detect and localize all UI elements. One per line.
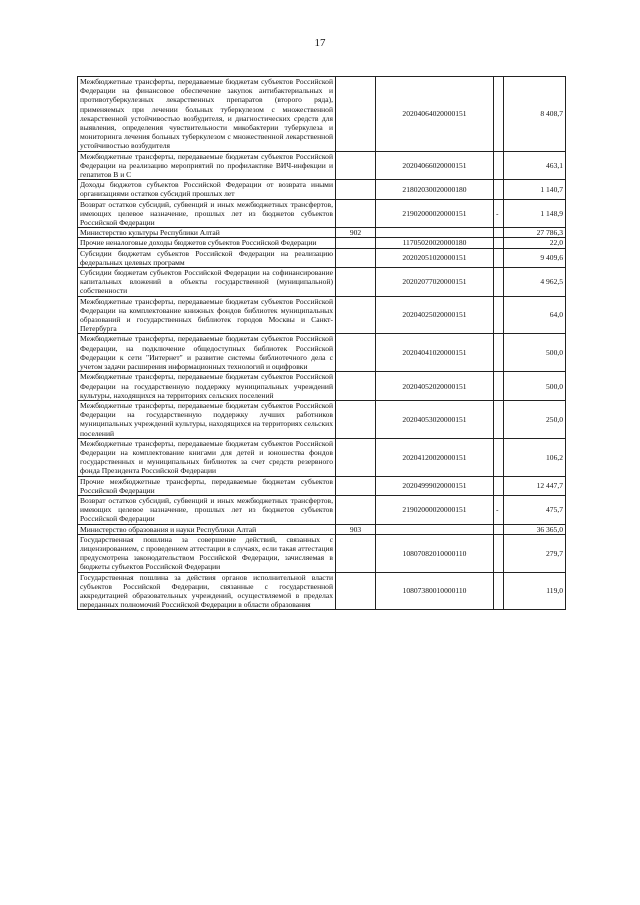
- row-amount-cell: 9 409,6: [504, 248, 566, 267]
- row-name-cell: Межбюджетные трансферты, передаваемые бюджетам субъектов Российской Федерации на финансовое обеспечение закупок антибактериальных и противотуберкулезных лекарственных препаратов (второго ряда), применяемых при лечении больных туберкулезом с множественной лекарственной устойчивостью возбудителя, и диагностических средств для выявления, определения чувствительности микобактерии туберкулеза и мониторинга лечения больных туберкулезом с множественной лекарственной устойчивостью возбудителя: [78, 77, 336, 152]
- row-admin-code-cell: [336, 572, 376, 610]
- table-row: [78, 248, 566, 267]
- row-admin-code-cell: [336, 268, 376, 297]
- row-amount-cell: 500,0: [504, 372, 566, 401]
- row-sign-cell: [494, 151, 504, 180]
- row-name-cell: Министерство образования и науки Республики Алтай: [78, 524, 336, 534]
- row-amount-cell: 27 786,3: [504, 228, 566, 238]
- row-admin-code-cell: [336, 151, 376, 180]
- row-budget-code-cell: 20204052020000151: [376, 372, 494, 401]
- table-row: [78, 334, 566, 372]
- row-admin-code-cell: [336, 438, 376, 476]
- row-budget-code-cell: 20204053020000151: [376, 400, 494, 438]
- row-amount-cell: 64,0: [504, 296, 566, 334]
- row-name-cell: Государственная пошлина за совершение действий, связанных с лицензированием, с проведением аттестации в случаях, если такая аттестация предусмотрена законодательством Российской Федерации, зачисляемая в бюджеты субъектов Российской Федерации: [78, 534, 336, 572]
- row-amount-cell: 36 365,0: [504, 524, 566, 534]
- row-name-cell: Межбюджетные трансферты, передаваемые бюджетам субъектов Российской Федерации на реализацию мероприятий по профилактике ВИЧ-инфекции и гепатитов В и С: [78, 151, 336, 180]
- row-sign-cell: -: [494, 495, 504, 524]
- row-sign-cell: -: [494, 199, 504, 228]
- table-row: [78, 534, 566, 572]
- row-admin-code-cell: 903: [336, 524, 376, 534]
- row-amount-cell: 1 140,7: [504, 180, 566, 199]
- row-admin-code-cell: [336, 400, 376, 438]
- row-sign-cell: [494, 268, 504, 297]
- row-admin-code-cell: [336, 495, 376, 524]
- row-sign-cell: [494, 400, 504, 438]
- table-row: [78, 572, 566, 610]
- ministry-header-row: [78, 228, 566, 238]
- row-amount-cell: 500,0: [504, 334, 566, 372]
- table-row: [78, 268, 566, 297]
- row-admin-code-cell: [336, 476, 376, 495]
- ministry-header-row: [78, 524, 566, 534]
- row-amount-cell: 119,0: [504, 572, 566, 610]
- row-name-cell: Доходы бюджетов субъектов Российской Федерации от возврата иными организациями остатков субсидий прошлых лет: [78, 180, 336, 199]
- revenue-table: [77, 76, 566, 610]
- row-budget-code-cell: 10807380010000110: [376, 572, 494, 610]
- row-amount-cell: 8 408,7: [504, 77, 566, 152]
- table-row: [78, 372, 566, 401]
- row-budget-code-cell: 21902000020000151: [376, 199, 494, 228]
- revenue-table-body: [78, 77, 566, 610]
- table-row: [78, 180, 566, 199]
- row-name-cell: Межбюджетные трансферты, передаваемые бюджетам субъектов Российской Федерации, на подключение общедоступных библиотек Российской Федерации к сети "Интернет" и развитие системы библиотечного дела с учетом задачи расширения информационных технологий и оцифровки: [78, 334, 336, 372]
- row-admin-code-cell: [336, 372, 376, 401]
- table-row: [78, 238, 566, 248]
- row-admin-code-cell: [336, 534, 376, 572]
- row-sign-cell: [494, 238, 504, 248]
- row-sign-cell: [494, 77, 504, 152]
- row-budget-code-cell: [376, 228, 494, 238]
- row-name-cell: Субсидии бюджетам субъектов Российской Федерации на реализацию федеральных целевых программ: [78, 248, 336, 267]
- row-amount-cell: 22,0: [504, 238, 566, 248]
- table-row: [78, 77, 566, 152]
- row-sign-cell: [494, 228, 504, 238]
- row-admin-code-cell: [336, 238, 376, 248]
- row-name-cell: Государственная пошлина за действия органов исполнительной власти субъектов Российской Федерации, связанные с государственной аккредитацией образовательных учреждений, осуществляемой в пределах переданных полномочий Российской Федерации в области образования: [78, 572, 336, 610]
- table-row: [78, 296, 566, 334]
- row-amount-cell: 4 962,5: [504, 268, 566, 297]
- row-sign-cell: [494, 372, 504, 401]
- row-amount-cell: 463,1: [504, 151, 566, 180]
- row-name-cell: Межбюджетные трансферты, передаваемые бюджетам субъектов Российской Федерации на комплектование книжных фондов библиотек муниципальных образований и государственных библиотек городов Москвы и Санкт-Петербурга: [78, 296, 336, 334]
- page-number: 17: [314, 37, 326, 49]
- row-amount-cell: 12 447,7: [504, 476, 566, 495]
- row-amount-cell: 106,2: [504, 438, 566, 476]
- row-sign-cell: [494, 524, 504, 534]
- row-sign-cell: [494, 534, 504, 572]
- row-name-cell: Возврат остатков субсидий, субвенций и иных межбюджетных трансфертов, имеющих целевое назначение, прошлых лет из бюджетов субъектов Российской Федерации: [78, 495, 336, 524]
- table-row: [78, 438, 566, 476]
- row-name-cell: Межбюджетные трансферты, передаваемые бюджетам субъектов Российской Федерации на комплектование книгами для детей и юношества фондов государственных и муниципальных библиотек за счет средств резервного фонда Президента Российской Федерации: [78, 438, 336, 476]
- row-budget-code-cell: [376, 524, 494, 534]
- row-admin-code-cell: [336, 296, 376, 334]
- row-budget-code-cell: 20204041020000151: [376, 334, 494, 372]
- row-sign-cell: [494, 248, 504, 267]
- row-budget-code-cell: 20202051020000151: [376, 248, 494, 267]
- row-name-cell: Межбюджетные трансферты, передаваемые бюджетам субъектов Российской Федерации на государственную поддержку муниципальных учреждений культуры, находящихся на территориях сельских поселений: [78, 372, 336, 401]
- row-admin-code-cell: 902: [336, 228, 376, 238]
- row-name-cell: Межбюджетные трансферты, передаваемые бюджетам субъектов Российской Федерации на государственную поддержку лучших работников муниципальных учреждений культуры, находящихся на территориях сельских поселений: [78, 400, 336, 438]
- row-budget-code-cell: 10807082010000110: [376, 534, 494, 572]
- row-name-cell: Возврат остатков субсидий, субвенций и иных межбюджетных трансфертов, имеющих целевое назначение, прошлых лет из бюджетов субъектов Российской Федерации: [78, 199, 336, 228]
- row-admin-code-cell: [336, 77, 376, 152]
- table-row: [78, 151, 566, 180]
- row-sign-cell: [494, 180, 504, 199]
- row-sign-cell: [494, 476, 504, 495]
- row-budget-code-cell: 11705020020000180: [376, 238, 494, 248]
- row-budget-code-cell: 20202077020000151: [376, 268, 494, 297]
- table-row: [78, 495, 566, 524]
- table-row: [78, 400, 566, 438]
- row-budget-code-cell: 20204025020000151: [376, 296, 494, 334]
- row-admin-code-cell: [336, 334, 376, 372]
- row-name-cell: Субсидии бюджетам субъектов Российской Федерации на софинансирование капитальных вложений в объекты государственной (муниципальной) собственности: [78, 268, 336, 297]
- table-row: [78, 476, 566, 495]
- row-budget-code-cell: 20204064020000151: [376, 77, 494, 152]
- row-sign-cell: [494, 296, 504, 334]
- row-name-cell: Прочие неналоговые доходы бюджетов субъектов Российской Федерации: [78, 238, 336, 248]
- row-sign-cell: [494, 438, 504, 476]
- row-name-cell: Министерство культуры Республики Алтай: [78, 228, 336, 238]
- row-budget-code-cell: 21902000020000151: [376, 495, 494, 524]
- row-admin-code-cell: [336, 180, 376, 199]
- table-row: [78, 199, 566, 228]
- row-budget-code-cell: 20204066020000151: [376, 151, 494, 180]
- row-name-cell: Прочие межбюджетные трансферты, передаваемые бюджетам субъектов Российской Федерации: [78, 476, 336, 495]
- row-budget-code-cell: 20204999020000151: [376, 476, 494, 495]
- row-budget-code-cell: 21802030020000180: [376, 180, 494, 199]
- row-amount-cell: 1 148,9: [504, 199, 566, 228]
- row-sign-cell: [494, 334, 504, 372]
- row-amount-cell: 279,7: [504, 534, 566, 572]
- row-sign-cell: [494, 572, 504, 610]
- row-admin-code-cell: [336, 199, 376, 228]
- row-budget-code-cell: 20204120020000151: [376, 438, 494, 476]
- row-amount-cell: 250,0: [504, 400, 566, 438]
- row-admin-code-cell: [336, 248, 376, 267]
- row-amount-cell: 475,7: [504, 495, 566, 524]
